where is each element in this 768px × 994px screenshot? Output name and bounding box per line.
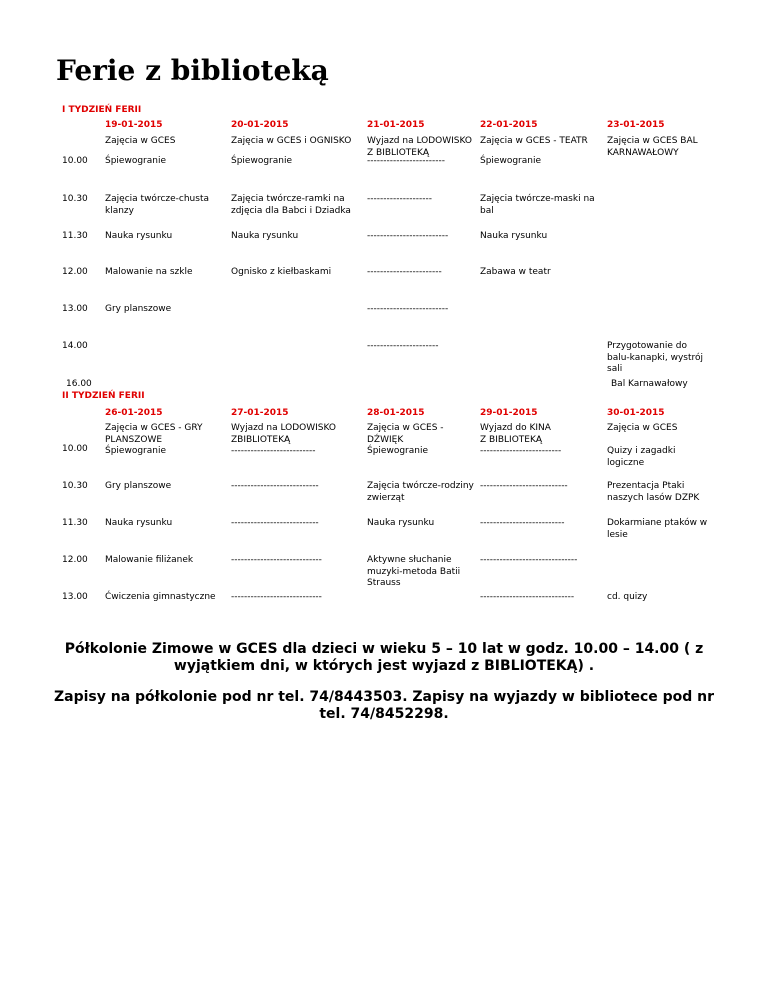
week1-activity: ------------------------ xyxy=(367,156,445,166)
week2-activity: ----------------------------- xyxy=(480,592,575,602)
week1-activity: Nauka rysunku xyxy=(105,231,173,241)
week2-activity: Ćwiczenia gimnastyczne xyxy=(105,592,216,602)
week2-activity: Aktywne słuchanie muzyki-metoda Batii Strauss xyxy=(367,555,461,588)
week1-activity: ---------------------- xyxy=(367,341,439,351)
week1-date: 22-01-2015 xyxy=(480,120,538,130)
week1-time-slot: 13.00 xyxy=(62,304,88,314)
week1-date: 21-01-2015 xyxy=(367,120,425,130)
week2-activity: ---------------------------- xyxy=(231,592,322,602)
footer-note-registration: Zapisy na półkolonie pod nr tel. 74/8443503. Zapisy na wyjazdy w bibliotece pod nr tel. 74/8452298. xyxy=(53,689,715,722)
week2-time-slot: 12.00 xyxy=(62,555,88,565)
week1-activity: ------------------------- xyxy=(367,304,449,314)
week1-activity: Przygotowanie do balu-kanapki, wystrój sali xyxy=(607,341,704,374)
week2-activity: --------------------------- xyxy=(480,481,568,491)
week1-day-header: Zajęcia w GCES BAL KARNAWAŁOWY xyxy=(607,136,698,158)
week2-date: 30-01-2015 xyxy=(607,408,665,418)
week2-activity: Wyjazd na LODOWISKO ZBIBLIOTEKĄ -------------------------- xyxy=(231,423,337,456)
week2-time-slot: 10.30 xyxy=(62,481,88,491)
week1-label: I TYDZIEŃ FERII xyxy=(62,105,142,115)
week1-activity: Śpiewogranie xyxy=(105,156,167,166)
week1-day-header: Zajęcia w GCES i OGNISKO xyxy=(231,136,352,146)
week1-activity: Zajęcia twórcze-ramki na zdjęcia dla Babci i Dziadka xyxy=(231,194,351,216)
week2-date: 26-01-2015 xyxy=(105,408,163,418)
week2-date: 27-01-2015 xyxy=(231,408,289,418)
week1-date: 23-01-2015 xyxy=(607,120,665,130)
week1-day-header: Wyjazd na LODOWISKO Z BIBLIOTEKĄ xyxy=(367,136,473,158)
week1-activity: ------------------------- xyxy=(367,231,449,241)
week2-time-slot: 10.00 xyxy=(62,444,88,454)
week1-activity: Malowanie na szkle xyxy=(105,267,193,277)
week1-time-slot: 11.30 xyxy=(62,231,88,241)
week2-activity: --------------------------- xyxy=(231,481,319,491)
week1-activity: Gry planszowe xyxy=(105,304,172,314)
week1-date: 19-01-2015 xyxy=(105,120,163,130)
week1-date: 20-01-2015 xyxy=(231,120,289,130)
week2-activity: --------------------------- xyxy=(231,518,319,528)
week1-activity: Śpiewogranie xyxy=(480,156,542,166)
week1-activity: Ognisko z kiełbaskami xyxy=(231,267,332,277)
week1-activity: Bal Karnawałowy xyxy=(611,379,688,389)
week2-activity: Zajęcia w GCES - DŹWIĘK Śpiewogranie xyxy=(367,423,444,456)
week1-day-header: Zajęcia w GCES xyxy=(105,136,176,146)
week1-time-slot: 16.00 xyxy=(66,379,92,389)
week1-time-slot: 10.00 xyxy=(62,156,88,166)
week1-time-slot: 12.00 xyxy=(62,267,88,277)
week2-activity: cd. quizy xyxy=(607,592,648,602)
week1-activity: Zajęcia twórcze-chusta klanzy xyxy=(105,194,209,216)
week2-activity: Zajęcia w GCES Quizy i zagadki logiczne xyxy=(607,423,678,468)
week1-activity: Nauka rysunku xyxy=(231,231,299,241)
week2-activity: Nauka rysunku xyxy=(367,518,435,528)
page-title: Ferie z biblioteką xyxy=(56,54,329,87)
week1-day-header: Zajęcia w GCES - TEATR xyxy=(480,136,588,146)
week2-label: II TYDZIEŃ FERII xyxy=(62,391,145,401)
week1-time-slot: 14.00 xyxy=(62,341,88,351)
footer-note-hours: Półkolonie Zimowe w GCES dla dzieci w wieku 5 – 10 lat w godz. 10.00 – 14.00 ( z wyjątkiem dni, w których jest wyjazd z BIBLIOTEKĄ) . xyxy=(64,641,704,674)
week1-activity: -------------------- xyxy=(367,194,432,204)
week2-activity: ------------------------------ xyxy=(480,555,578,565)
week2-activity: Nauka rysunku xyxy=(105,518,173,528)
week2-activity: Gry planszowe xyxy=(105,481,172,491)
week2-activity: Malowanie filiżanek xyxy=(105,555,194,565)
week2-activity: Prezentacja Ptaki naszych lasów DZPK xyxy=(607,481,700,503)
week1-time-slot: 10.30 xyxy=(62,194,88,204)
week1-activity: ----------------------- xyxy=(367,267,442,277)
week2-activity: Wyjazd do KINA Z BIBLIOTEKĄ ------------------------- xyxy=(480,423,562,456)
week1-activity: Śpiewogranie xyxy=(231,156,293,166)
week2-date: 28-01-2015 xyxy=(367,408,425,418)
week2-activity: ---------------------------- xyxy=(231,555,322,565)
week2-activity: -------------------------- xyxy=(480,518,565,528)
week1-activity: Nauka rysunku xyxy=(480,231,548,241)
week2-activity: Zajęcia w GCES - GRY PLANSZOWE Śpiewogranie xyxy=(105,423,203,456)
week1-activity: Zabawa w teatr xyxy=(480,267,551,277)
week2-time-slot: 11.30 xyxy=(62,518,88,528)
week2-activity: Dokarmiane ptaków w lesie xyxy=(607,518,708,540)
week2-activity: Zajęcia twórcze-rodziny zwierząt xyxy=(367,481,474,503)
week2-date: 29-01-2015 xyxy=(480,408,538,418)
week2-time-slot: 13.00 xyxy=(62,592,88,602)
week1-activity: Zajęcia twórcze-maski na bal xyxy=(480,194,595,216)
